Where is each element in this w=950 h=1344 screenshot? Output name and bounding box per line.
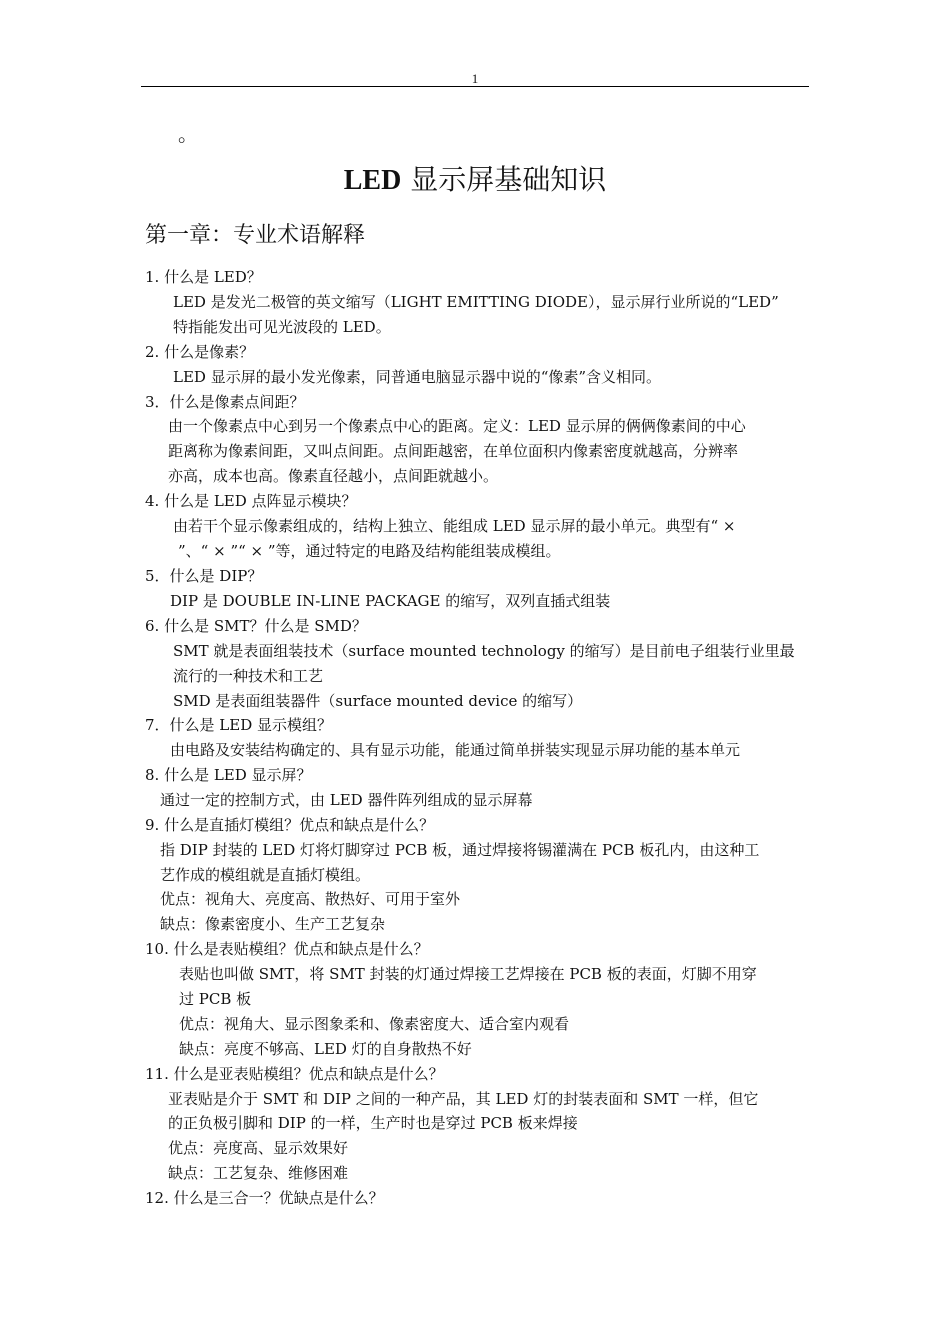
q2-heading: 2. 什么是像素？ [145,343,255,361]
q9-pros: 优点：视角大、亮度高、散热好、可用于室外 [160,890,461,908]
q11-heading: 11. 什么是亚表贴模组？优点和缺点是什么？ [145,1065,444,1083]
q10-answer-line: 过 PCB 板 [179,990,252,1008]
q12-heading: 12. 什么是三合一？优缺点是什么？ [145,1189,384,1207]
title-latin: LED [343,165,402,196]
q11-answer-line: 的正负极引脚和 DIP 的一样，生产时也是穿过 PCB 板来焊接 [168,1114,578,1132]
q6-answer-line: 流行的一种技术和工艺 [173,667,324,685]
q3-answer-line: 由一个像素点中心到另一个像素点中心的距离。定义：LED 显示屏的俩俩像素间的中心 [168,417,746,435]
q3-answer-line: 距离称为像素间距，又叫点间距。点间距越密，在单位面积内像素密度就越高，分辨率 [168,442,739,460]
q10-heading: 10. 什么是表贴模组？优点和缺点是什么？ [145,940,429,958]
q9-heading: 9. 什么是直插灯模组？优点和缺点是什么？ [145,816,435,834]
stray-bullet: 。 [178,122,198,146]
document-title [0,162,950,199]
q9-answer-line: 指 DIP 封装的 LED 灯将灯脚穿过 PCB 板，通过焊接将锡灌满在 PCB 板孔内，由这种工 [160,841,760,859]
q3-heading: 3．什么是像素点间距？ [145,393,305,411]
q3-answer-line: 亦高，成本也高。像素直径越小，点间距就越小。 [168,467,499,485]
q10-cons: 缺点：亮度不够高、LED 灯的自身散热不好 [179,1040,472,1058]
q11-cons: 缺点：工艺复杂、维修困难 [168,1164,349,1182]
q9-cons: 缺点：像素密度小、生产工艺复杂 [160,915,386,933]
title-rest: 显示屏基础知识 [401,163,607,196]
q4-heading: 4. 什么是 LED 点阵显示模块？ [145,492,357,510]
q1-answer-line: LED 是发光二极管的英文缩写（LIGHT EMITTING DIODE），显示屏行业所说的“LED” [173,293,779,311]
q4-answer-line: 由若干个显示像素组成的，结构上独立、能组成 LED 显示屏的最小单元。典型有“ × [173,517,736,535]
q6-heading: 6. 什么是 SMT？什么是 SMD？ [145,617,367,635]
q11-answer-line: 亚表贴是介于 SMT 和 DIP 之间的一种产品，其 LED 灯的封装表面和 SMT 一样，但它 [168,1090,759,1108]
q1-answer-line: 特指能发出可见光波段的 LED。 [173,318,391,336]
q5-answer-line: DIP 是 DOUBLE IN-LINE PACKAGE 的缩写，双列直插式组装 [170,592,611,610]
q11-pros: 优点：亮度高、显示效果好 [168,1139,349,1157]
q1-heading: 1. 什么是 LED？ [145,268,262,286]
q10-pros: 优点：视角大、显示图象柔和、像素密度大、适合室内观看 [179,1015,570,1033]
q7-answer-line: 由电路及安装结构确定的、具有显示功能，能通过简单拼装实现显示屏功能的基本单元 [170,741,741,759]
q2-answer-line: LED 显示屏的最小发光像素，同普通电脑显示器中说的“像素”含义相同。 [173,368,662,386]
page-number: 1 [471,71,479,86]
q8-answer-line: 通过一定的控制方式，由 LED 器件阵列组成的显示屏幕 [160,791,533,809]
q8-heading: 8. 什么是 LED 显示屏？ [145,766,312,784]
chapter-heading: 第一章：专业术语解释 [145,223,366,248]
q10-answer-line: 表贴也叫做 SMT，将 SMT 封装的灯通过焊接工艺焊接在 PCB 板的表面，灯脚不用穿 [179,965,757,983]
q6-answer-line: SMD 是表面组装器件（surface mounted device 的缩写） [173,692,583,710]
header-rule [141,86,809,87]
q5-heading: 5．什么是 DIP？ [145,567,263,585]
q4-answer-line: ”、“ × ”“ × ”等，通过特定的电路及结构能组装成模组。 [178,542,561,560]
q9-answer-line: 艺作成的模组就是直插灯模组。 [160,866,371,884]
q7-heading: 7．什么是 LED 显示模组？ [145,716,333,734]
q6-answer-line: SMT 就是表面组装技术（surface mounted technology 的缩写）是目前电子组装行业里最 [173,642,795,660]
